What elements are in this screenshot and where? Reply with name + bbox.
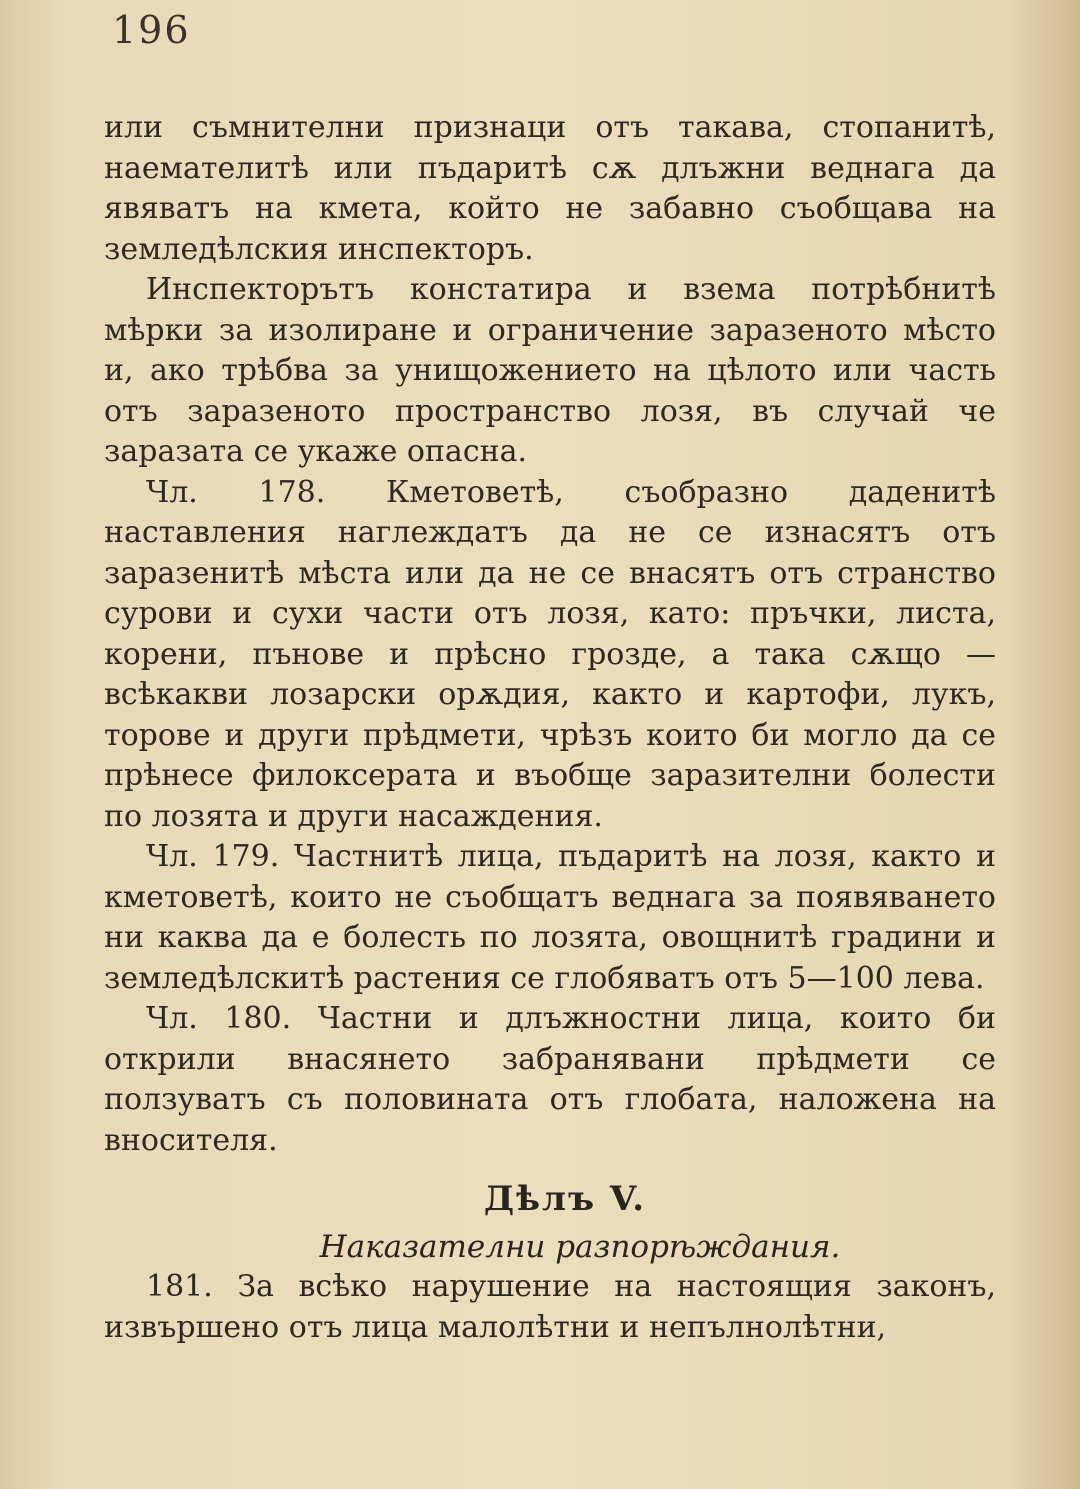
section-subtitle: Наказателни разпорѣждания. bbox=[319, 1229, 841, 1265]
paragraph-article-179: Чл. 179. Частнитѣ лица, пъдаритѣ на лозя, както и кметоветѣ, които не съобщатъ веднага за появяването ни каква да е болесть по лозята, овощнитѣ градини и земледѣлскитѣ растения се глобяватъ отъ 5—100 лева. bbox=[104, 839, 996, 996]
paragraph-article-180: Чл. 180. Частни и длъжностни лица, които би открили внасянето забранявани прѣдмети се ползуватъ съ половината отъ глобата, наложена на вносителя. bbox=[104, 1001, 996, 1158]
paragraph-article-178: Чл. 178. Кметоветѣ, съобразно даденитѣ наставления наглеждатъ да не се изнасятъ отъ заразенитѣ мѣста или да не се внасятъ отъ странство сурови и сухи части отъ лозя, като: пръчки, листа, корени, пънове и прѣсно грозде, а така сѫщо — всѣкакви лозарски орѫдия, както и картофи, лукъ, торове и други прѣдмети, чрѣзъ които би могло да се прѣнесе филоксерата и въобще заразителни болести по лозята и други насаждения. bbox=[104, 474, 996, 834]
page-body bbox=[104, 108, 996, 1348]
paragraph-continuation: или съмнителни признаци отъ такава, стопанитѣ, наемателитѣ или пъдаритѣ сѫ длъжни веднага да явяватъ на кмета, който не забавно съобщава на земледѣлския инспекторъ. bbox=[104, 110, 996, 267]
section-title: Дѣлъ V. bbox=[483, 1179, 647, 1219]
paragraph-inspector: Инспекторътъ констатира и взема потрѣбнитѣ мѣрки за изолиране и ограничение заразеното мѣсто и, ако трѣбва за унищожението на цѣлото или часть отъ заразеното пространство лозя, въ случай че заразата се укаже опасна. bbox=[104, 272, 996, 469]
page-number: 196 bbox=[112, 8, 191, 52]
paragraph-article-181: 181. За всѣко нарушение на настоящия законъ, извършено отъ лица малолѣтни и непълнолѣтни, bbox=[104, 1269, 996, 1345]
